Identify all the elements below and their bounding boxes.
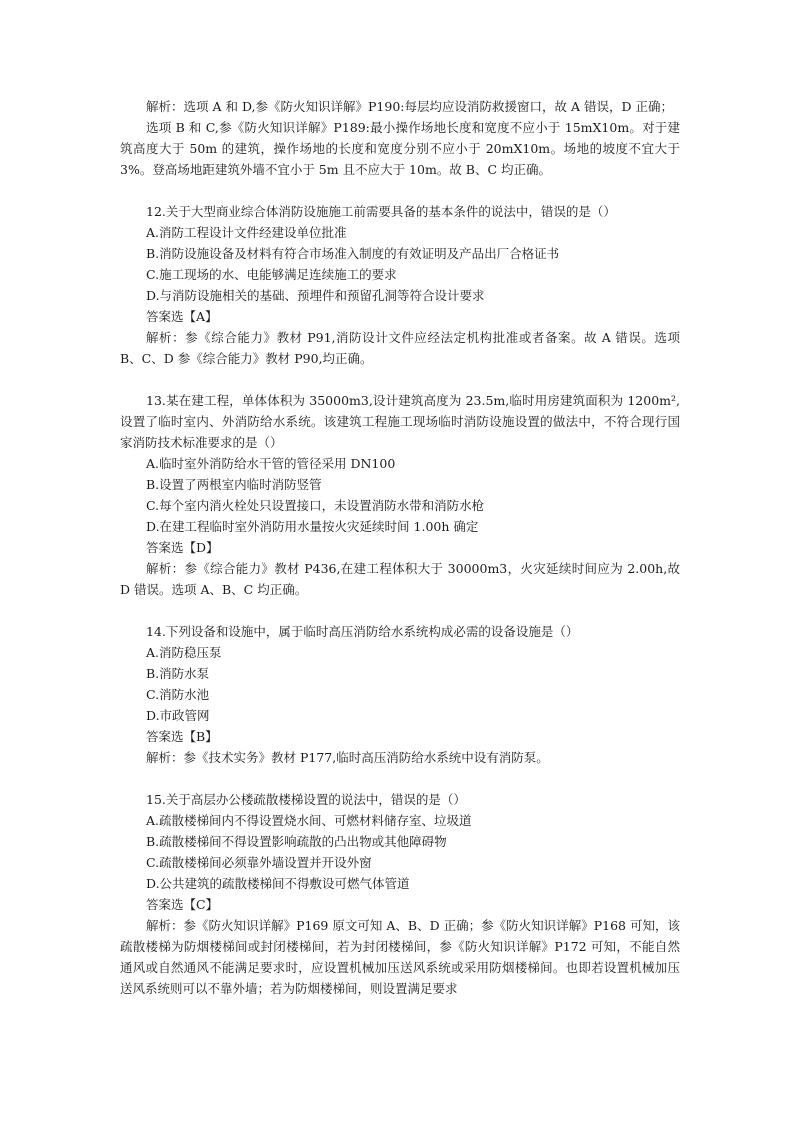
question-stem: 15.关于高层办公楼疏散楼梯设置的说法中，错误的是（） bbox=[146, 792, 466, 807]
spacer bbox=[120, 600, 680, 621]
option-d: D.在建工程临时室外消防用水量按火灾延续时间 1.00h 确定 bbox=[146, 519, 479, 534]
answer-line: 答案选【C】 bbox=[146, 897, 219, 912]
question-stem: 13.某在建工程，单体体积为 35000m3,设计建筑高度为 23.5m,临时用房建筑面积为 1200m²,设置了临时室内、外消防给水系统。该建筑工程施工现场临时消防设施设置的做法中，不符合现行国家消防技术标准要求的是（） bbox=[120, 393, 680, 450]
option-c: C.施工现场的水、电能够满足连续施工的要求 bbox=[146, 267, 397, 282]
answer-line: 答案选【D】 bbox=[146, 540, 219, 555]
option-d: D.与消防设施相关的基础、预埋件和预留孔洞等符合设计要求 bbox=[146, 288, 485, 303]
option-a: A.疏散楼梯间内不得设置烧水间、可燃材料储存室、垃圾道 bbox=[146, 813, 472, 828]
option-c: C.消防水池 bbox=[146, 687, 210, 702]
intro-analysis-paragraph-2: 选项 B 和 C,参《防火知识详解》P189:最小操作场地长度和宽度不应小于 15mX10m。对于建筑高度大于 50m 的建筑，操作场地的长度和宽度分别不应小于 20mX10m。场地的坡度不宜大于 3%。登高场地距建筑外墙不宜小于 5m 且不应大于 10m。故 B、C 均正确。 bbox=[120, 120, 680, 177]
question-15 bbox=[120, 789, 680, 999]
option-a: A.临时室外消防给水干管的管径采用 DN100 bbox=[146, 456, 396, 471]
question-12 bbox=[120, 201, 680, 369]
option-c: C.每个室内消火栓处只设置接口，未设置消防水带和消防水枪 bbox=[146, 498, 485, 513]
intro-analysis-paragraph: 解析：选项 A 和 D,参《防火知识详解》P190:每层均应设消防救援窗口，故 A 错误，D 正确； bbox=[146, 99, 673, 114]
question-14 bbox=[120, 621, 680, 768]
answer-line: 答案选【A】 bbox=[146, 309, 218, 324]
spacer bbox=[120, 180, 680, 201]
option-b: B.消防设施设备及材料有符合市场准入制度的有效证明及产品出厂合格证书 bbox=[146, 246, 560, 261]
analysis-paragraph: 解析：参《技术实务》教材 P177,临时高压消防给水系统中设有消防泵。 bbox=[146, 750, 549, 765]
spacer bbox=[120, 768, 680, 789]
analysis-paragraph: 解析：参《综合能力》教材 P91,消防设计文件应经法定机构批准或者备案。故 A 错误。选项 B、C、D 参《综合能力》教材 P90,均正确。 bbox=[120, 330, 680, 366]
option-b: B.设置了两根室内临时消防竖管 bbox=[146, 477, 322, 492]
document-content bbox=[120, 96, 680, 999]
option-a: A.消防工程设计文件经建设单位批准 bbox=[146, 225, 347, 240]
question-13 bbox=[120, 390, 680, 600]
spacer bbox=[120, 369, 680, 390]
option-b: B.疏散楼梯间不得设置影响疏散的凸出物或其他障碍物 bbox=[146, 834, 447, 849]
option-d: D.公共建筑的疏散楼梯间不得敷设可燃气体管道 bbox=[146, 876, 410, 891]
option-d: D.市政管网 bbox=[146, 708, 210, 723]
analysis-paragraph: 解析：参《综合能力》教材 P436,在建工程体积大于 30000m3，火灾延续时间应为 2.00h,故 D 错误。选项 A、B、C 均正确。 bbox=[120, 561, 680, 597]
option-c: C.疏散楼梯间必须靠外墙设置并开设外窗 bbox=[146, 855, 372, 870]
question-stem: 14.下列设备和设施中，属于临时高压消防给水系统构成必需的设备设施是（） bbox=[146, 624, 579, 639]
analysis-paragraph: 解析：参《防火知识详解》P169 原文可知 A、B、D 正确；参《防火知识详解》P168 可知，该疏散楼梯为防烟楼梯间或封闭楼梯间，若为封闭楼梯间，参《防火知识详解》P172 可知，不能自然通风或自然通风不能满足要求时，应设置机械加压送风系统或采用防烟楼梯间。也即若设置机械加压送风系统则可以不靠外墙；若为防烟楼梯间，则设置满足要求 bbox=[120, 918, 680, 996]
option-b: B.消防水泵 bbox=[146, 666, 210, 681]
question-stem: 12.关于大型商业综合体消防设施施工前需要具备的基本条件的说法中，错误的是（） bbox=[146, 204, 616, 219]
option-a: A.消防稳压泵 bbox=[146, 645, 222, 660]
answer-line: 答案选【B】 bbox=[146, 729, 218, 744]
